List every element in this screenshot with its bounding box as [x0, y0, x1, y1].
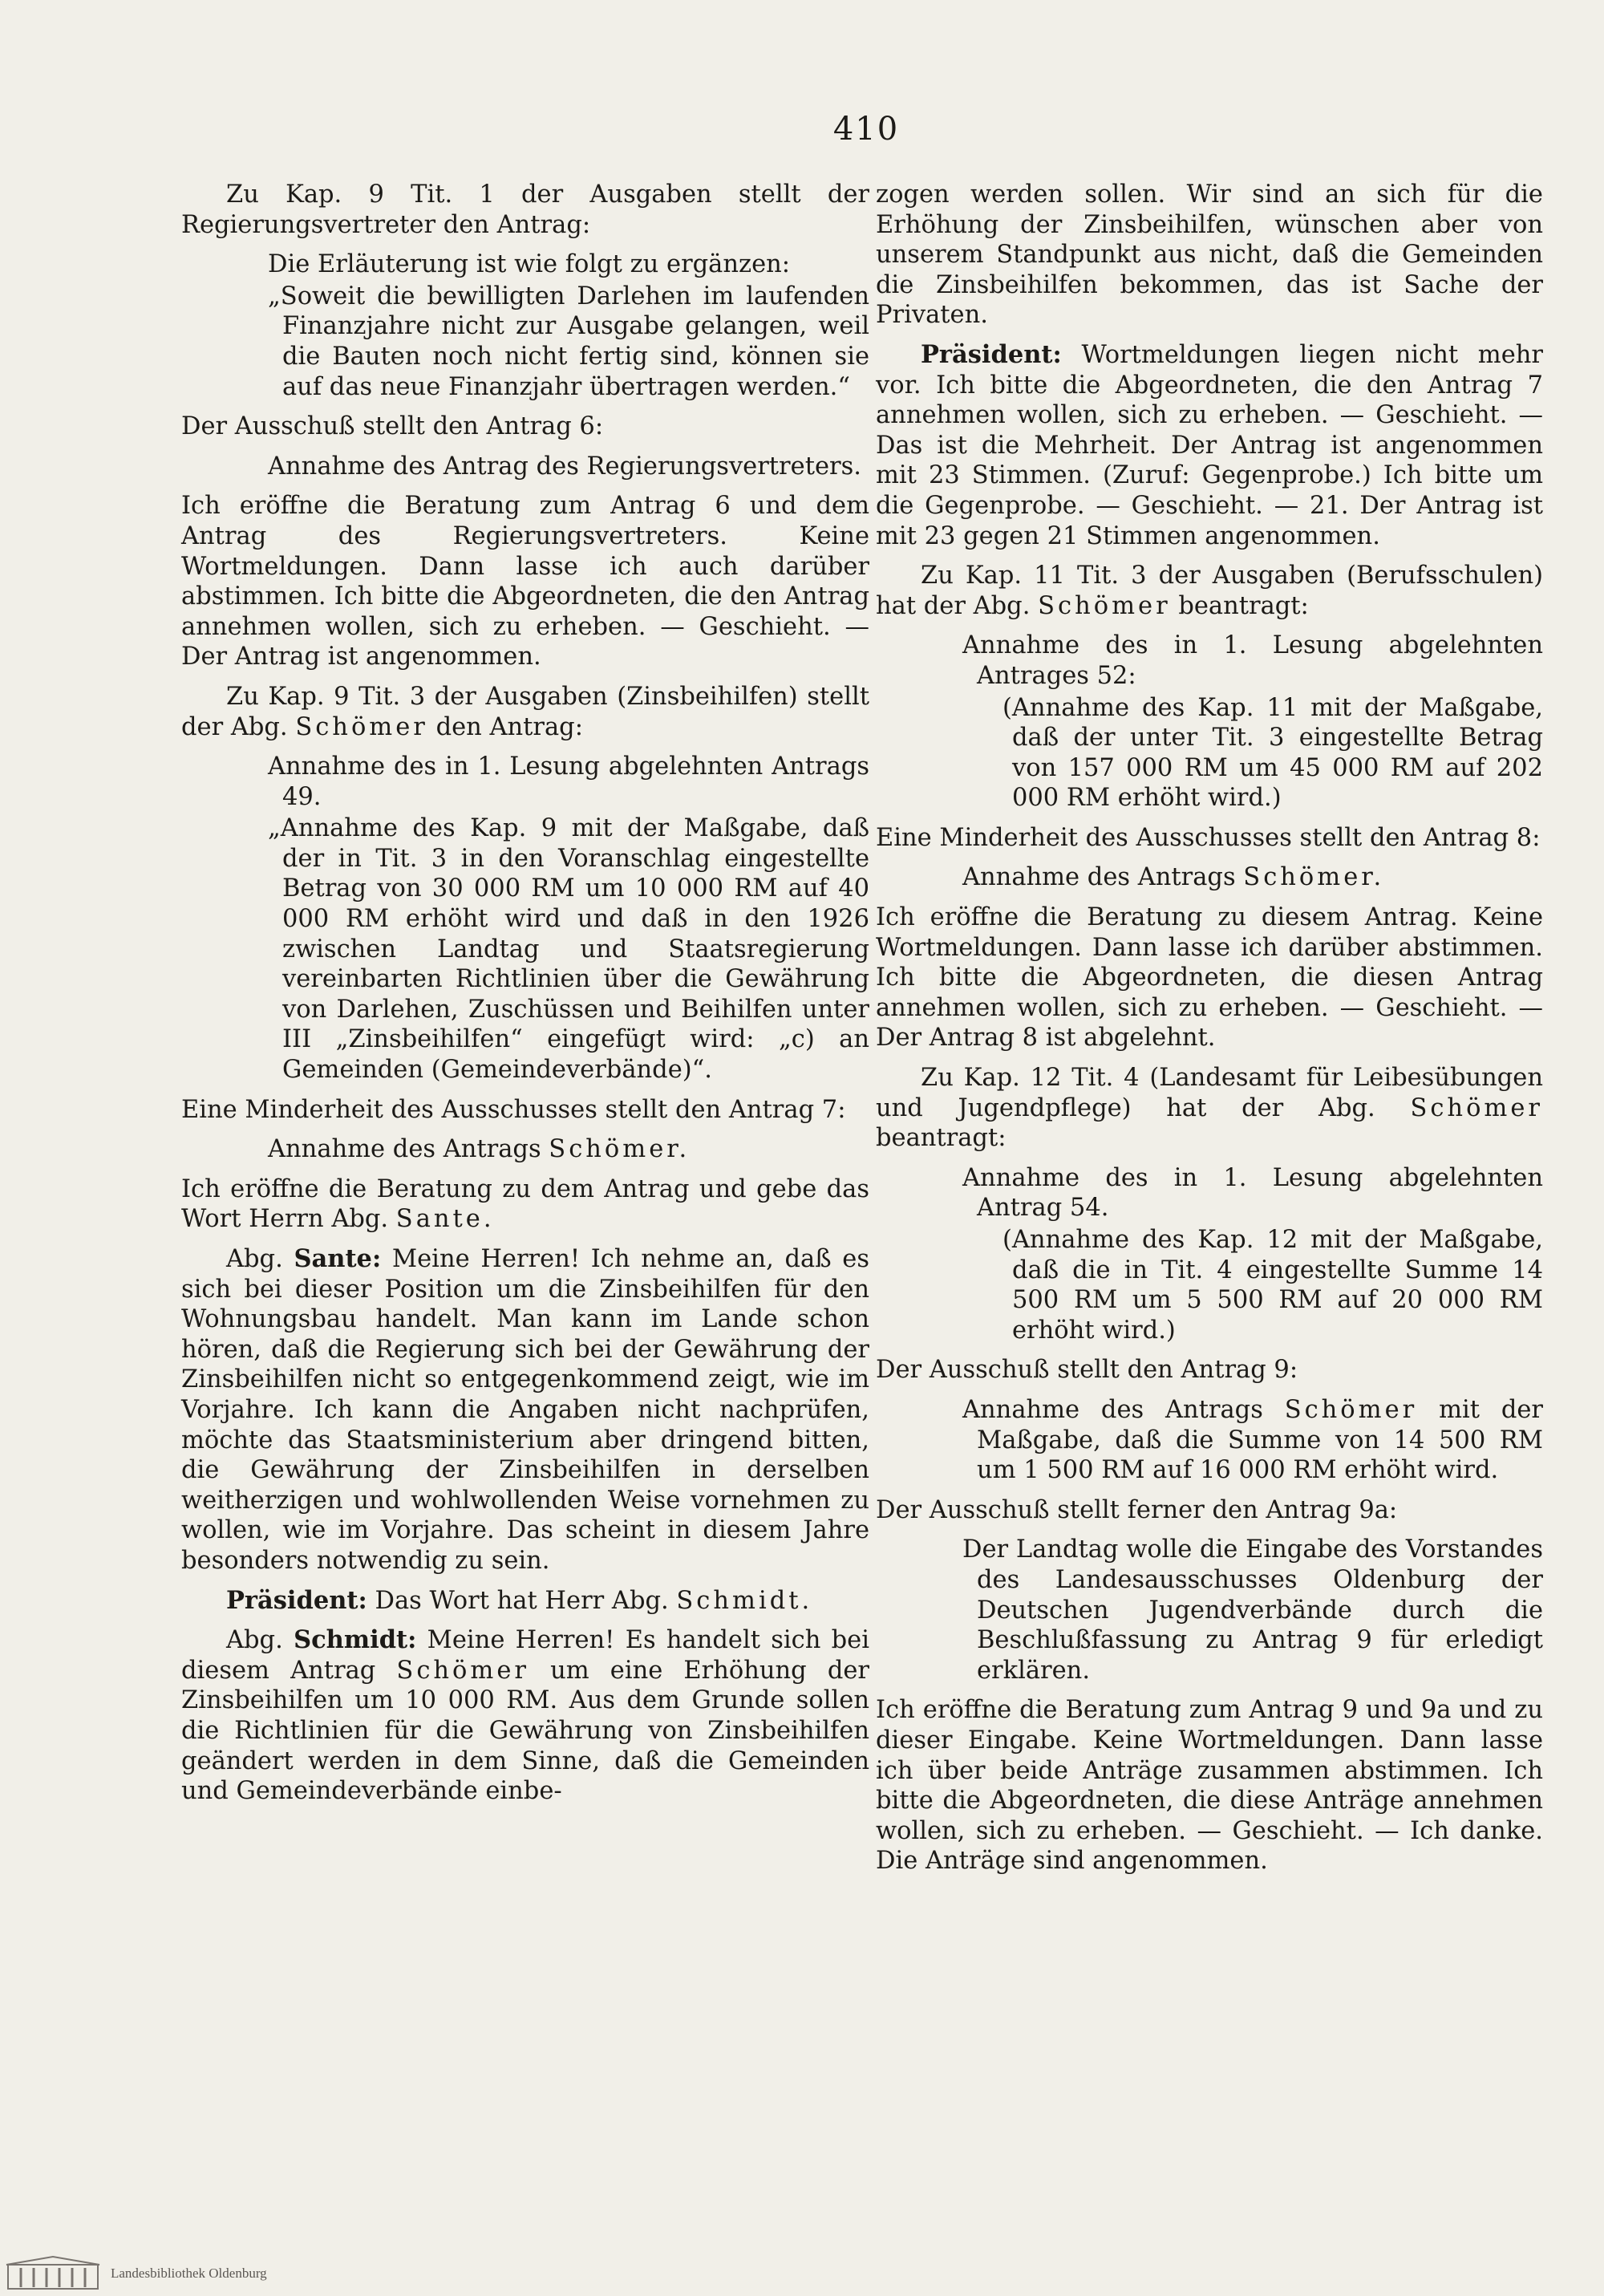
text: mit der Maßgabe, daß die Summe von 14 500 RM um 1 500 RM auf 16 000 RM erhöht wird. — [977, 1395, 1543, 1485]
text: beantragt: — [876, 1124, 1007, 1153]
text: beantragt: — [1178, 591, 1309, 620]
person-name: Schömer — [1284, 1395, 1418, 1424]
text: Annahme des Antrags — [268, 1135, 541, 1164]
paragraph — [876, 561, 1543, 621]
paragraph: zogen werden sollen. Wir sind an sich für die Erhöhung der Zinsbeihilfen, wünschen aber von unserem Standpunkt aus nicht, daß die Gemeinden die Zinsbeihilfen bekommen, das ist Sache der Privaten. — [876, 181, 1543, 330]
quote-block: (Annahme des Kap. 11 mit der Maßgabe, daß der unter Tit. 3 eingestellte Betrag von 157 000 RM um 45 000 RM auf 202 000 RM erhöht wird.) — [1003, 693, 1543, 813]
quote-block: „Annahme des Kap. 9 mit der Maßgabe, daß der in Tit. 3 in den Voranschlag eingestellte Betrag von 30 000 RM um 10 000 RM auf 40 000 RM erhöht wird und daß in den 1926 zwischen Landtag und Staatsregierung vereinbarten Richtlinien über die Gewährung von Darlehen, Zuschüssen und Beihilfen unter III „Zinsbeihilfen“ eingefügt wird: „c) an Gemeinden (Gemeindeverbände)“. — [268, 814, 869, 1085]
paragraph: Der Ausschuß stellt den Antrag 6: — [181, 412, 604, 441]
speaker-name: Sante: — [294, 1244, 382, 1273]
library-footer — [0, 2251, 1604, 2296]
left-column — [181, 180, 869, 1816]
text: Zu Kap. 12 Tit. 4 (Landesamt für Leibesübungen und Jugendpflege) hat der Abg. — [876, 1064, 1543, 1122]
person-name: Schmidt. — [676, 1586, 813, 1615]
motion-text — [876, 1395, 1543, 1486]
library-building-icon — [5, 2255, 101, 2292]
motion-text: Annahme des in 1. Lesung abgelehnten Antrages 52: — [962, 631, 1543, 690]
paragraph: Eine Minderheit des Ausschusses stellt den Antrag 8: — [876, 823, 1541, 852]
speaker-name: Schmidt: — [294, 1625, 417, 1655]
paragraph — [181, 682, 869, 742]
paragraph: Ich eröffne die Beratung zum Antrag 9 und 9a und zu dieser Eingabe. Keine Wortmeldungen. Dann lasse ich über beide Anträge zusammen abstimmen. Ich bitte die Abgeordneten, die diese Anträge annehmen wollen, sich zu erheben. — Geschieht. — Ich danke. Die Anträge sind angenommen. — [876, 1696, 1543, 1876]
right-column — [876, 180, 1543, 1886]
text: Ich eröffne die Beratung zu dem Antrag und gebe das Wort Herrn Abg. — [181, 1174, 869, 1234]
library-label: Landesbibliothek Oldenburg — [111, 2266, 267, 2281]
motion-text: Der Landtag wolle die Eingabe des Vorstandes des Landesausschusses Oldenburg der Deutschen Jugendverbände durch die Beschlußfassung zu Antrag 9 für erledigt erklären. — [962, 1535, 1543, 1685]
paragraph — [181, 1625, 869, 1807]
person-name: Schömer — [1410, 1093, 1543, 1122]
text: Annahme des Antrags — [962, 1395, 1263, 1424]
speaker-name: Präsident: — [921, 339, 1062, 369]
quote-block: (Annahme des Kap. 12 mit der Maßgabe, daß die in Tit. 4 eingestellte Summe 14 500 RM um 5 500 RM auf 20 000 RM erhöht wird.) — [1003, 1226, 1543, 1345]
paragraph — [876, 340, 1543, 551]
person-name: Schömer — [396, 1656, 529, 1685]
person-name: Schömer. — [549, 1135, 691, 1164]
speaker-name: Präsident: — [226, 1585, 367, 1615]
text: Meine Herren! Es handelt sich bei diesem Antrag — [181, 1626, 869, 1685]
motion-text — [181, 1134, 869, 1165]
paragraph — [181, 1586, 869, 1617]
text: Meine Herren! Ich nehme an, daß es sich bei dieser Position um die Zinsbeihilfen für den Wohnungsbau handelt. Man kann im Lande schon hören, daß die Regierung sich bei der Gewährung der Zinsbeihilfen nicht so entgegenkommend zeigt, wie im Vorjahre. Ich kann die Angaben nicht nachprüfen, möchte das Staatsministerium aber dringend bitten, die Gewährung der Zinsbeihilfen in derselben weitherzigen und wohlwollenden Weise vornehmen zu wollen, wie im Vorjahre. Das scheint in diesem Jahre besonders notwendig zu sein. — [181, 1245, 869, 1575]
paragraph — [181, 1174, 869, 1235]
text: Abg. — [226, 1626, 283, 1655]
paragraph: Ich eröffne die Beratung zum Antrag 6 und dem Antrag des Regierungsvertreters. Keine Wortmeldungen. Dann lasse ich auch darüber abstimmen. Ich bitte die Abgeordneten, die den Antrag annehmen wollen, sich zu erheben. — Geschieht. — Der Antrag ist angenommen. — [181, 492, 869, 671]
paragraph — [876, 1063, 1543, 1154]
motion-text: Annahme des in 1. Lesung abgelehnten Antrag 54. — [962, 1163, 1543, 1223]
text: Wortmeldungen liegen nicht mehr vor. Ich bitte die Abgeordneten, die den Antrag 7 annehmen wollen, sich zu erheben. — Geschieht. — Das ist die Mehrheit. Der Antrag ist angenommen mit 23 Stimmen. (Zuruf: Gegenprobe.) Ich bitte um die Gegenprobe. — Geschieht. — 21. Der Antrag ist mit 23 gegen 21 Stimmen angenommen. — [876, 340, 1543, 550]
paragraph: Der Ausschuß stellt den Antrag 9: — [876, 1356, 1298, 1385]
paragraph: Der Ausschuß stellt ferner den Antrag 9a: — [876, 1495, 1398, 1524]
motion-text — [876, 862, 1543, 893]
text: Annahme des Antrags — [962, 863, 1236, 892]
motion-text: Annahme des in 1. Lesung abgelehnten Antrags 49. — [268, 752, 869, 811]
motion-text: Annahme des Antrag des Regierungsvertreters. — [268, 452, 861, 481]
paragraph: Ich eröffne die Beratung zu diesem Antrag. Keine Wortmeldungen. Dann lasse ich darüber abstimmen. Ich bitte die Abgeordneten, die diesen Antrag annehmen wollen, sich zu erheben. — Geschieht. — Der Antrag 8 ist abgelehnt. — [876, 903, 1543, 1053]
person-name: Schömer — [295, 712, 428, 741]
text: Das Wort hat Herr Abg. — [375, 1586, 669, 1615]
paragraph: Die Erläuterung ist wie folgt zu ergänzen: — [268, 250, 791, 279]
text: den Antrag: — [435, 712, 583, 741]
page-number: 410 — [832, 111, 900, 148]
text: Zu Kap. 11 Tit. 3 der Ausgaben (Berufsschulen) hat der Abg. — [876, 562, 1543, 620]
paragraph — [181, 1244, 869, 1576]
person-name: Schömer — [1038, 591, 1171, 620]
quote-block: „Soweit die bewilligten Darlehen im laufenden Finanzjahre nicht zur Ausgabe gelangen, weil die Bauten noch nicht fertig sind, können sie auf das neue Finanzjahr übertragen werden.“ — [268, 282, 869, 401]
person-name: Schömer. — [1243, 863, 1385, 892]
person-name: Sante. — [395, 1205, 495, 1234]
text: um eine Erhöhung der Zinsbeihilfen um 10 000 RM. Aus dem Grunde sollen die Richtlinien für die Gewährung von Zinsbeihilfen geändert werden in dem Sinne, daß die Gemeinden und Gemeindeverbände einbe- — [181, 1656, 869, 1806]
paragraph: Zu Kap. 9 Tit. 1 der Ausgaben stellt der Regierungsvertreter den Antrag: — [181, 181, 869, 239]
text: Zu Kap. 9 Tit. 3 der Ausgaben (Zinsbeihilfen) stellt der Abg. — [181, 682, 869, 741]
text: Abg. — [226, 1245, 283, 1273]
paragraph: Eine Minderheit des Ausschusses stellt den Antrag 7: — [181, 1095, 846, 1124]
